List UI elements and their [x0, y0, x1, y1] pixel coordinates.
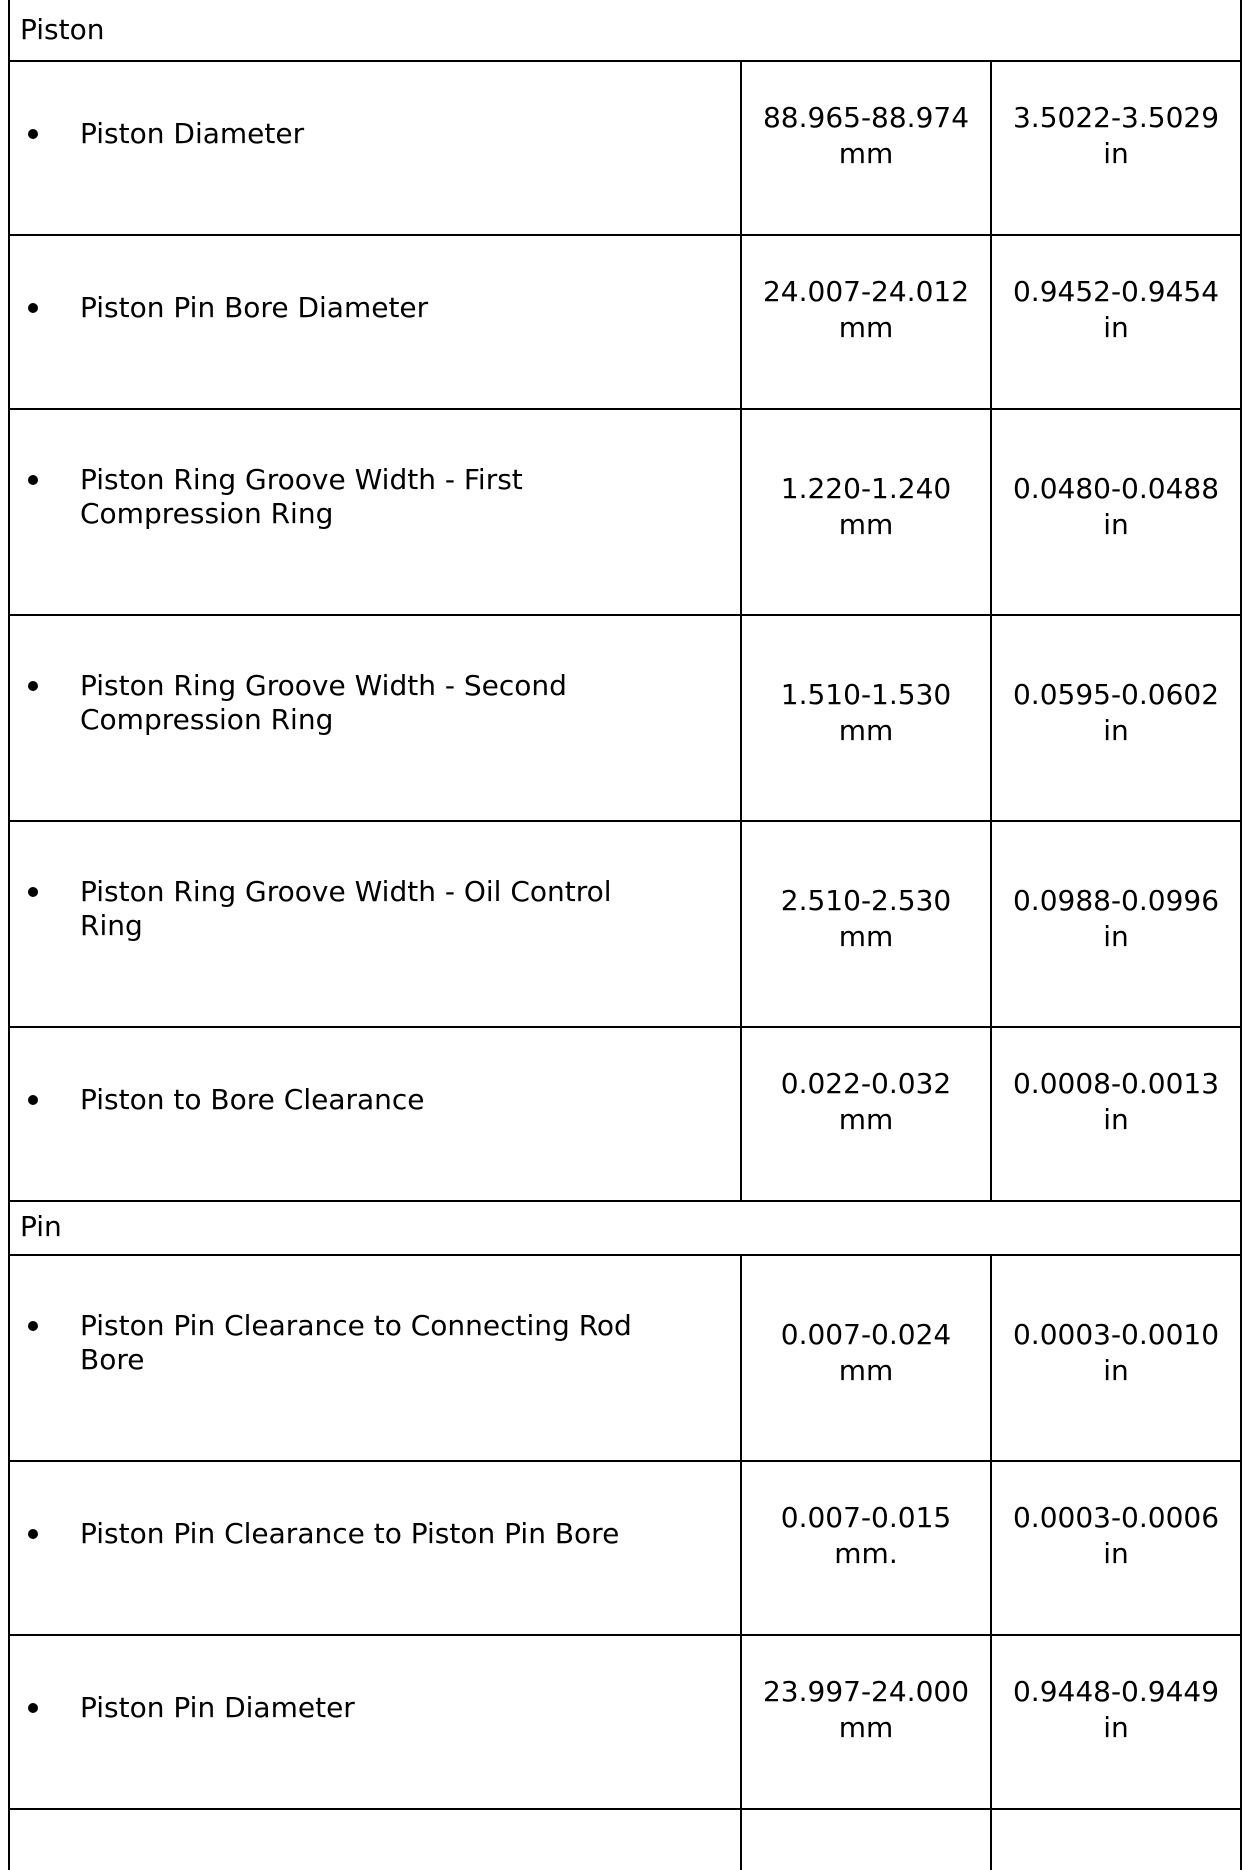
- metric-unit: mm: [838, 1354, 894, 1387]
- spec-label-cell: [9, 1461, 741, 1635]
- metric-value-cell: [741, 1461, 991, 1635]
- metric-unit: mm.: [834, 1537, 898, 1570]
- bullet-icon: [28, 475, 38, 485]
- imperial-range: 0.0480-0.0488: [1012, 472, 1220, 505]
- imperial-range: 0.0008-0.0013: [1012, 1067, 1220, 1100]
- metric-value-cell: [741, 615, 991, 821]
- bullet-icon: [28, 1703, 38, 1713]
- metric-value-cell: [741, 1635, 991, 1809]
- spec-label: Piston Ring Groove Width - First Compression Ring: [80, 463, 523, 530]
- imperial-unit: in: [1103, 311, 1129, 344]
- spec-label: Piston Diameter: [80, 117, 305, 150]
- empty-cell: [741, 1809, 991, 1870]
- empty-continuation-row: [9, 1809, 1241, 1870]
- metric-unit: mm: [838, 1711, 894, 1744]
- section-header-row: [9, 0, 1241, 61]
- imperial-range: 0.9452-0.9454: [1012, 275, 1220, 308]
- imperial-value-cell: [991, 1255, 1241, 1461]
- imperial-unit: in: [1103, 137, 1129, 170]
- imperial-unit: in: [1103, 714, 1129, 747]
- imperial-value-cell: [991, 61, 1241, 235]
- bullet-icon: [28, 887, 38, 897]
- spec-label: Piston to Bore Clearance: [80, 1083, 425, 1116]
- metric-unit: mm: [838, 1103, 894, 1136]
- table-row: [9, 1027, 1241, 1201]
- bullet-icon: [28, 303, 38, 313]
- imperial-range: 0.0988-0.0996: [1012, 884, 1220, 917]
- table-row: [9, 409, 1241, 615]
- spec-label-cell: [9, 821, 741, 1027]
- spec-label: Piston Pin Diameter: [80, 1691, 355, 1724]
- metric-range: 23.997-24.000: [762, 1675, 970, 1708]
- table-row: [9, 235, 1241, 409]
- metric-value-cell: [741, 1255, 991, 1461]
- specification-table: [8, 0, 1242, 1870]
- bullet-icon: [28, 129, 38, 139]
- section-title-piston: Piston: [9, 0, 1241, 61]
- table-row: [9, 61, 1241, 235]
- empty-cell: [991, 1809, 1241, 1870]
- imperial-range: 0.0595-0.0602: [1012, 678, 1220, 711]
- imperial-range: 0.9448-0.9449: [1012, 1675, 1220, 1708]
- metric-unit: mm: [838, 508, 894, 541]
- imperial-range: 0.0003-0.0006: [1012, 1501, 1220, 1534]
- bullet-icon: [28, 1321, 38, 1331]
- metric-range: 2.510-2.530: [780, 884, 952, 917]
- metric-value-cell: [741, 409, 991, 615]
- metric-unit: mm: [838, 920, 894, 953]
- imperial-unit: in: [1103, 1103, 1129, 1136]
- imperial-value-cell: [991, 409, 1241, 615]
- spec-label-cell: [9, 61, 741, 235]
- table-row: [9, 1461, 1241, 1635]
- imperial-value-cell: [991, 1461, 1241, 1635]
- spec-sheet: [8, 0, 1240, 1870]
- spec-label: Piston Pin Clearance to Connecting Rod Bore: [80, 1309, 632, 1376]
- bullet-icon: [28, 1095, 38, 1105]
- metric-range: 0.007-0.024: [780, 1318, 952, 1351]
- metric-unit: mm: [838, 714, 894, 747]
- imperial-unit: in: [1103, 1354, 1129, 1387]
- spec-label-cell: [9, 409, 741, 615]
- spec-label: Piston Pin Bore Diameter: [80, 291, 429, 324]
- spec-label-cell: [9, 1635, 741, 1809]
- empty-cell: [9, 1809, 741, 1870]
- spec-label: Piston Ring Groove Width - Oil Control Ring: [80, 875, 612, 942]
- section-header-row: [9, 1201, 1241, 1255]
- imperial-value-cell: [991, 615, 1241, 821]
- metric-range: 88.965-88.974: [762, 101, 970, 134]
- imperial-value-cell: [991, 821, 1241, 1027]
- section-title-pin: Pin: [9, 1201, 1241, 1255]
- spec-label-cell: [9, 1027, 741, 1201]
- spec-label-cell: [9, 1255, 741, 1461]
- imperial-range: 0.0003-0.0010: [1012, 1318, 1220, 1351]
- metric-value-cell: [741, 235, 991, 409]
- spec-label: Piston Pin Clearance to Piston Pin Bore: [80, 1517, 620, 1550]
- table-row: [9, 1255, 1241, 1461]
- imperial-unit: in: [1103, 508, 1129, 541]
- imperial-value-cell: [991, 1027, 1241, 1201]
- table-row: [9, 615, 1241, 821]
- imperial-value-cell: [991, 235, 1241, 409]
- metric-range: 0.007-0.015: [780, 1501, 952, 1534]
- imperial-unit: in: [1103, 1537, 1129, 1570]
- metric-value-cell: [741, 61, 991, 235]
- spec-label-cell: [9, 235, 741, 409]
- imperial-unit: in: [1103, 1711, 1129, 1744]
- imperial-value-cell: [991, 1635, 1241, 1809]
- imperial-unit: in: [1103, 920, 1129, 953]
- bullet-icon: [28, 681, 38, 691]
- imperial-range: 3.5022-3.5029: [1012, 101, 1220, 134]
- table-row: [9, 1635, 1241, 1809]
- metric-unit: mm: [838, 311, 894, 344]
- metric-unit: mm: [838, 137, 894, 170]
- metric-range: 24.007-24.012: [762, 275, 970, 308]
- metric-range: 0.022-0.032: [780, 1067, 952, 1100]
- metric-value-cell: [741, 821, 991, 1027]
- table-row: [9, 821, 1241, 1027]
- spec-label: Piston Ring Groove Width - Second Compression Ring: [80, 669, 567, 736]
- spec-label-cell: [9, 615, 741, 821]
- metric-range: 1.510-1.530: [780, 678, 952, 711]
- metric-range: 1.220-1.240: [780, 472, 952, 505]
- bullet-icon: [28, 1529, 38, 1539]
- metric-value-cell: [741, 1027, 991, 1201]
